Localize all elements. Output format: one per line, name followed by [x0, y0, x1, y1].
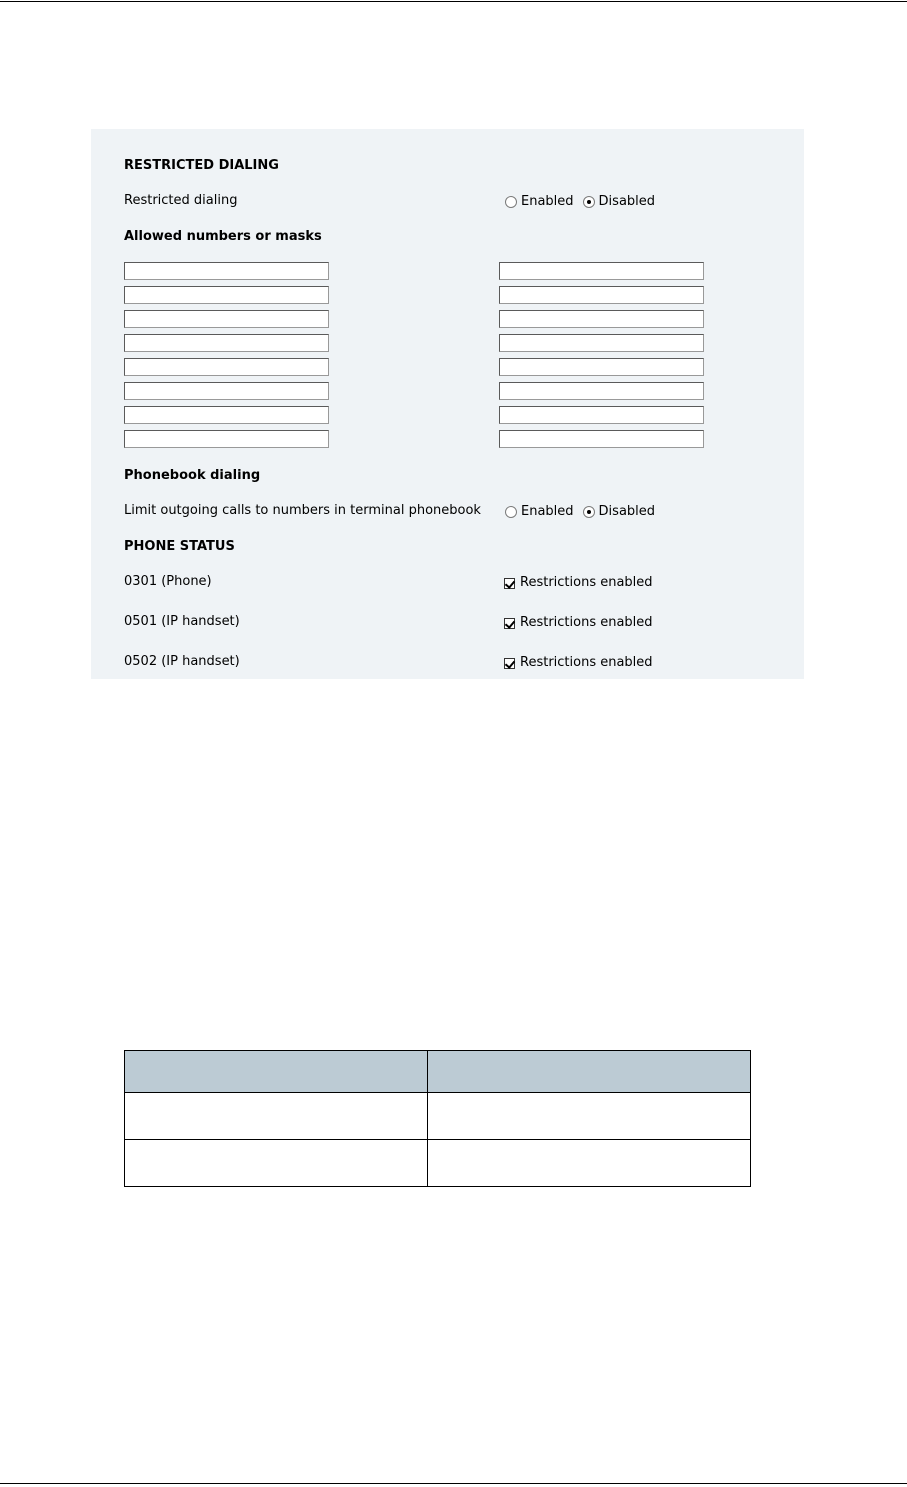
restrictions-checkbox[interactable]: [504, 658, 515, 669]
restricted-dialing-label: Restricted dialing: [124, 193, 238, 208]
mask-input[interactable]: [124, 334, 329, 352]
phonebook-limit-label: Limit outgoing calls to numbers in terminal phonebook: [124, 503, 481, 518]
phonebook-enabled-radio[interactable]: [505, 506, 517, 518]
mask-input[interactable]: [499, 262, 704, 280]
phonebook-radio-group: [505, 504, 664, 520]
table-cell: [428, 1140, 751, 1187]
allowed-numbers-title: Allowed numbers or masks: [124, 229, 322, 244]
document-table: [124, 1050, 751, 1187]
phonebook-disabled-label[interactable]: Disabled: [598, 504, 656, 519]
table-cell: [125, 1140, 428, 1187]
mask-input[interactable]: [499, 358, 704, 376]
mask-input[interactable]: [124, 382, 329, 400]
page-bottom-rule: [0, 1483, 907, 1484]
restricted-dialing-title: RESTRICTED DIALING: [124, 158, 279, 173]
mask-input[interactable]: [499, 406, 704, 424]
mask-input[interactable]: [499, 286, 704, 304]
table-header-cell: [428, 1051, 751, 1093]
phonebook-enabled-label[interactable]: Enabled: [521, 504, 574, 519]
mask-input[interactable]: [499, 310, 704, 328]
mask-input[interactable]: [124, 406, 329, 424]
table-cell: [428, 1093, 751, 1140]
table-row: [125, 1140, 751, 1187]
restrictions-checkbox[interactable]: [504, 578, 515, 589]
mask-input[interactable]: [499, 430, 704, 448]
restricted-dialing-enabled-radio[interactable]: [505, 196, 517, 208]
restrictions-label[interactable]: Restrictions enabled: [520, 575, 653, 590]
phone-0301-restriction[interactable]: [504, 575, 653, 591]
table-header-cell: [125, 1051, 428, 1093]
restrictions-label[interactable]: Restrictions enabled: [520, 615, 653, 630]
mask-input[interactable]: [124, 262, 329, 280]
phone-name: 0301 (Phone): [124, 574, 212, 589]
restrictions-label[interactable]: Restrictions enabled: [520, 655, 653, 670]
restricted-dialing-disabled-radio[interactable]: [583, 196, 595, 208]
table-row: [125, 1093, 751, 1140]
phone-0502-restriction[interactable]: [504, 655, 653, 671]
restrictions-checkbox[interactable]: [504, 618, 515, 629]
mask-input[interactable]: [124, 310, 329, 328]
mask-input[interactable]: [124, 358, 329, 376]
phone-name: 0502 (IP handset): [124, 654, 240, 669]
phone-status-title: PHONE STATUS: [124, 539, 235, 554]
mask-input[interactable]: [499, 334, 704, 352]
phonebook-dialing-title: Phonebook dialing: [124, 468, 261, 483]
mask-input[interactable]: [124, 286, 329, 304]
restricted-dialing-disabled-label[interactable]: Disabled: [598, 194, 656, 209]
mask-input[interactable]: [499, 382, 704, 400]
page-top-rule: [0, 1, 907, 2]
mask-input[interactable]: [124, 430, 329, 448]
restricted-dialing-panel: [91, 129, 804, 679]
table-header-row: [125, 1051, 751, 1093]
table-cell: [125, 1093, 428, 1140]
phone-name: 0501 (IP handset): [124, 614, 240, 629]
restricted-dialing-enabled-label[interactable]: Enabled: [521, 194, 574, 209]
restricted-dialing-radio-group: [505, 194, 664, 210]
phonebook-disabled-radio[interactable]: [583, 506, 595, 518]
phone-0501-restriction[interactable]: [504, 615, 653, 631]
